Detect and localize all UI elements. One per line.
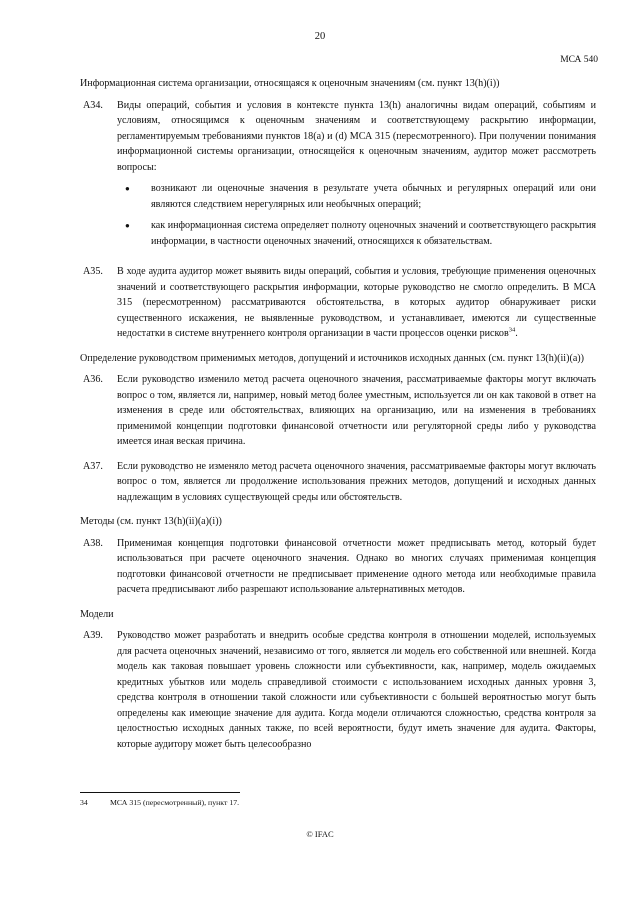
paragraph-a36 [80,372,596,450]
bullet-icon: ● [125,184,130,193]
paragraph-number: A36. [83,374,103,385]
paragraph-number: A39. [83,630,103,641]
bullet-icon: ● [125,221,130,230]
footnote-divider [80,792,240,793]
section-heading: Информационная система организации, относящаяся к оценочным значениям (см. пункт 13(h)(i)) [80,78,500,89]
paragraph-a39 [80,628,596,752]
list-item [117,181,596,212]
paragraph-text: Руководство может разработать и внедрить особые средства контроля в отношении моделей, используемых для расчета оценочных значений, независимо от того, является ли модель его собственной или внешней. Когда модель как таковая повышает уровень сложности или субъективности, как, например, модель ожидаемых кредитных убытков или модель справедливой стоимости с использованием исходных данных уровня 3, средства контроля в отношении такой сложности или субъективности с большей вероятностью могут быть определены как имеющие значение для аудита. Когда модели отличаются сложностью, средства контроля за целостностью исходных данных также, по всей вероятности, будут иметь значение для аудита. Факторы, которые аудитору может быть целесообразно [117,630,596,750]
section-heading: Модели [80,608,114,620]
section-heading: Методы (см. пункт 13(h)(ii)(a)(i)) [80,516,222,527]
footnote-ref[interactable]: 34 [508,326,516,334]
paragraph-number: A37. [83,460,103,472]
paragraph-body [117,98,596,256]
paragraph-a35 [80,264,596,342]
paragraph-a37 [80,459,596,506]
footnote-text: МСА 315 (пересмотренный), пункт 17. [110,798,240,807]
list-item [117,218,596,249]
paragraph-a38 [80,536,596,598]
page-number: 20 [314,31,326,42]
paragraph-text: Виды операций, события и условия в контексте пункта 13(h) аналогичны видам операций, событиям и условиям, относящимся к оценочным значениям и соответствующему раскрытию информации, регламентируемым требованиями пунктов 18(a) и (d) МСА 315 (пересмотренного). При получении понимания информационной системы организации, относящейся к оценочным значениям, аудитор может рассмотреть вопросы: [117,99,596,173]
paragraph-text: Если руководство не изменяло метод расчета оценочного значения, рассматриваемые факторы могут включать вопрос о том, является ли продолжение использования прежних методов, допущений и исходных данных надлежащим в условиях существующей среды или обстоятельств. [117,460,596,503]
bullet-list [117,181,596,249]
paragraph-body [117,264,596,342]
paragraph-text-end: . [515,328,518,339]
bullet-text: как информационная система определяет полноту оценочных значений и соответствующего раскрытия информации, в частности оценочных значений, относящихся к обязательствам. [151,220,596,247]
paragraph-text: В ходе аудита аудитор может выявить виды операций, события и условия, требующие применения оценочных значений и соответствующего раскрытия информации, которые руководство не смогло определить. В МСА 315 (пересмотренном) рассматриваются обстоятельства, в которых аудитор обнаруживает риски существенного искажения, не выявленные руководством, и устанавливает, имеются ли существенные недостатки в системе внутреннего контроля организации в части процессов оценки рисков [117,266,596,339]
document-body [80,76,596,761]
section-heading: Определение руководством применимых методов, допущений и источников исходных данных (см. пункт 13(h)(ii)(a)) [80,352,585,364]
bullet-text: возникают ли оценочные значения в результате учета обычных и регулярных операций или они являются следствием нерегулярных или необычных операций; [151,183,596,210]
footnote-number: 34 [80,798,88,807]
paragraph-number: A34. [83,99,103,111]
paragraph-text: Если руководство изменило метод расчета оценочного значения, рассматриваемые факторы могут включать вопрос о том, является ли, например, новый метод более уместным, используется ли он как таковой в ответ на изменения в среде или обстоятельствах, влияющих на организацию, или на изменения в требованиях применимой концепции подготовки финансовой отчетности или регуляторной среды либо у руководства имеется иная веская причина. [117,374,596,447]
footnote [80,798,239,807]
standard-reference: МСА 540 [560,55,598,65]
paragraph-a34 [80,98,596,256]
paragraph-number: A38. [83,537,103,549]
copyright: © IFAC [306,829,334,839]
paragraph-number: A35. [83,266,103,277]
paragraph-text: Применимая концепция подготовки финансовой отчетности может предписывать метод, который будет использоваться при расчете оценочного значения. Однако во многих случаях применимая концепция подготовки финансовой отчетности не предписывает применение одного метода или необходимые правила расчета предписывают либо разрешают использование альтернативных методов. [117,537,596,595]
